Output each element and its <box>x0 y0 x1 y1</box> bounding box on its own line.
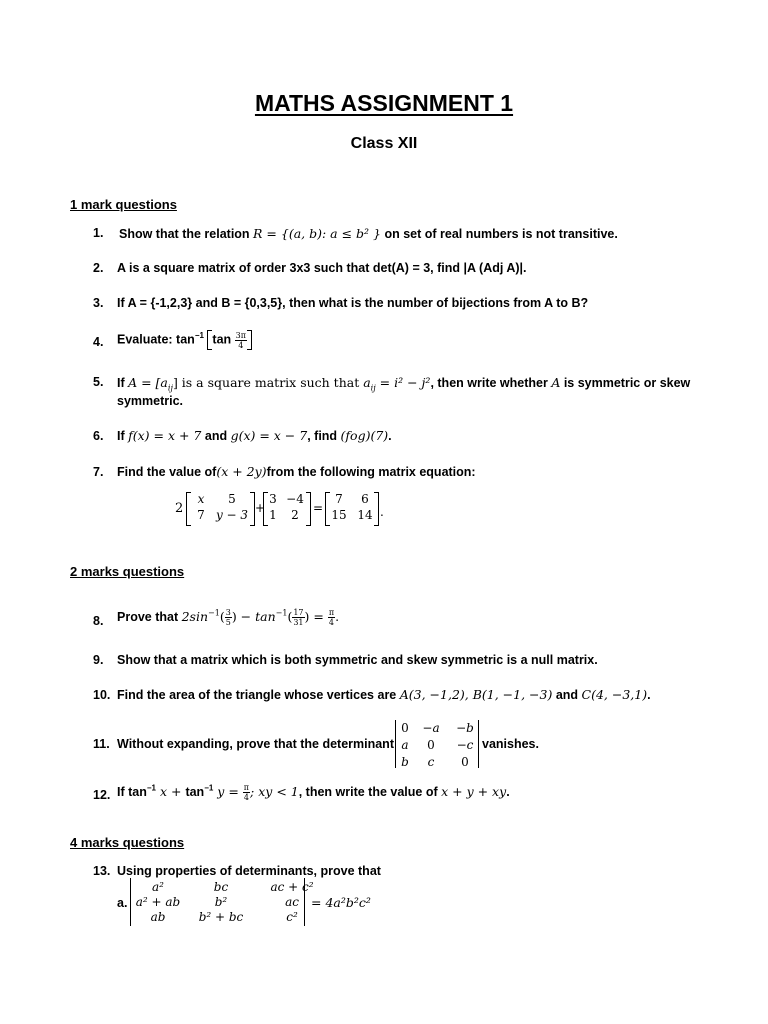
question-number: 13. <box>93 864 111 878</box>
question-8-text: Prove that $2\sin^{-1}$( $\frac{3}{5}$ ) − $\tan^{-1}$( $\frac{17}{31}$ ) = $\frac{\pi}{4}$ . <box>117 608 340 627</box>
question-13-part-a: a. <box>117 896 128 910</box>
period: . <box>380 505 384 519</box>
question-6-text: If f(x) = x + 7 and g(x) = x − 7, find (fog)(7). <box>117 428 392 443</box>
question-5-text-cont: symmetric. <box>117 394 184 408</box>
question-number: 12. <box>93 788 111 802</box>
equals-sign: = <box>313 501 324 515</box>
question-7-text: Find the value of(x + 2y)from the following matrix equation: <box>117 464 476 479</box>
matrix-3: 7 6 15 14 <box>331 492 373 522</box>
question-number: 4. <box>93 335 104 349</box>
question-number: 6. <box>93 429 104 443</box>
question-1-text: Show that the relation R = {(a, b): a ≤ b² } on set of real numbers is not transitive. <box>119 226 618 241</box>
matrix-1: x 5 7 y − 3 <box>197 492 249 522</box>
question-11-text: Without expanding, prove that the determinant <box>117 737 394 751</box>
determinant-11: 0 −a −b a 0 −c b c 0 <box>401 721 474 769</box>
question-number: 9. <box>93 653 104 667</box>
section-heading-4-marks: 4 marks questions <box>70 835 185 850</box>
question-2-text: A is a square matrix of order 3x3 such that det(A) = 3, find |A (Adj A)|. <box>117 261 527 275</box>
page-title: MATHS ASSIGNMENT 1 <box>254 90 514 116</box>
determinant-13: a² bc ac + c² a² + ab b² ac ab b² + bc c² <box>135 880 314 924</box>
question-number: 7. <box>93 465 104 479</box>
question-number: 1. <box>93 226 104 240</box>
question-number: 2. <box>93 261 104 275</box>
question-10-text: Find the area of the triangle whose vertices are A(3, −1,2), B(1, −1, −3) and C(4, −3,1). <box>117 687 651 702</box>
question-12-text: If $\tan^{-1} x + \tan^{-1} y$ = $\frac{\pi}{4}$ ; xy < 1, then write the value of x + y + xy. <box>117 783 510 802</box>
section-heading-1-mark: 1 mark questions <box>70 197 177 212</box>
matrix-2: 3 −4 1 2 <box>269 492 304 522</box>
question-4-text: Evaluate: $\tan^{-1} \tan$ $\frac{3\pi}{4}$ <box>117 330 252 350</box>
question-13-rhs: = 4a²b²c² <box>311 895 371 910</box>
plus-sign: + <box>255 501 266 515</box>
question-number: 8. <box>93 614 104 628</box>
question-number: 3. <box>93 296 104 310</box>
section-heading-2-marks: 2 marks questions <box>70 564 185 579</box>
question-3-text: If A = {-1,2,3} and B = {0,3,5}, then what is the number of bijections from A to B? <box>117 296 589 310</box>
question-9-text: Show that a matrix which is both symmetric and skew symmetric is a null matrix. <box>117 653 598 667</box>
question-11-text-end: vanishes. <box>482 737 539 751</box>
question-number: 11. <box>93 737 110 751</box>
question-13-text: Using properties of determinants, prove that <box>117 864 381 878</box>
question-number: 10. <box>93 688 111 702</box>
question-number: 5. <box>93 375 104 389</box>
matrix-coefficient: 2 <box>175 501 184 516</box>
page-subtitle: Class XII <box>350 135 418 152</box>
question-5-text: If $A = [a_{ij}]$ is a square matrix such that $a_{ij} = i^2 - j^2$, then write whether A is symmetric or skew <box>117 375 691 393</box>
